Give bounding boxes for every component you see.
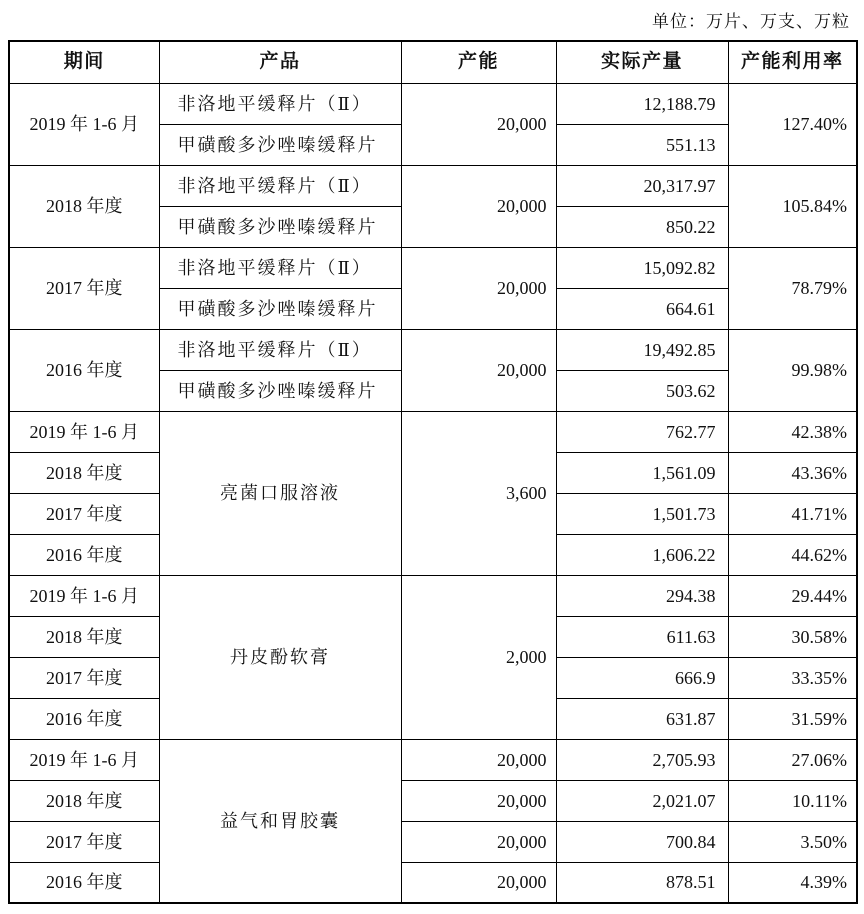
table-row (9, 780, 857, 821)
output-cell: 12,188.79 (556, 83, 728, 124)
capacity-cell: 20,000 (401, 862, 556, 903)
utilization-cell: 42.38% (728, 411, 857, 452)
output-cell: 20,317.97 (556, 165, 728, 206)
header-utilization: 产能利用率 (728, 41, 857, 83)
period-cell: 2018 年度 (9, 780, 159, 821)
output-cell: 551.13 (556, 124, 728, 165)
capacity-utilization-table (8, 40, 858, 904)
product-cell: 非洛地平缓释片（Ⅱ） (159, 247, 401, 288)
period-cell: 2016 年度 (9, 698, 159, 739)
table-row (9, 165, 857, 206)
output-cell: 664.61 (556, 288, 728, 329)
period-cell: 2017 年度 (9, 247, 159, 329)
table-row (9, 739, 857, 780)
table-row (9, 821, 857, 862)
product-cell: 甲磺酸多沙唑嗪缓释片 (159, 288, 401, 329)
capacity-cell: 20,000 (401, 247, 556, 329)
output-cell: 666.9 (556, 657, 728, 698)
unit-label: 单位：万片、万支、万粒 (652, 12, 850, 31)
period-cell: 2017 年度 (9, 493, 159, 534)
capacity-cell: 20,000 (401, 329, 556, 411)
period-cell: 2017 年度 (9, 657, 159, 698)
output-cell: 762.77 (556, 411, 728, 452)
product-cell: 非洛地平缓释片（Ⅱ） (159, 165, 401, 206)
output-cell: 1,606.22 (556, 534, 728, 575)
product-cell: 甲磺酸多沙唑嗪缓释片 (159, 370, 401, 411)
output-cell: 15,092.82 (556, 247, 728, 288)
period-cell: 2018 年度 (9, 165, 159, 247)
output-cell: 2,021.07 (556, 780, 728, 821)
header-capacity: 产能 (401, 41, 556, 83)
capacity-cell: 2,000 (401, 575, 556, 739)
header-row (9, 41, 857, 83)
product-cell: 非洛地平缓释片（Ⅱ） (159, 329, 401, 370)
utilization-cell: 78.79% (728, 247, 857, 329)
table-row (9, 411, 857, 452)
capacity-cell: 20,000 (401, 739, 556, 780)
output-cell: 294.38 (556, 575, 728, 616)
table-row (9, 329, 857, 370)
output-cell: 700.84 (556, 821, 728, 862)
period-cell: 2016 年度 (9, 534, 159, 575)
output-cell: 611.63 (556, 616, 728, 657)
period-cell: 2016 年度 (9, 329, 159, 411)
output-cell: 19,492.85 (556, 329, 728, 370)
capacity-cell: 20,000 (401, 780, 556, 821)
utilization-cell: 27.06% (728, 739, 857, 780)
utilization-cell: 10.11% (728, 780, 857, 821)
period-cell: 2018 年度 (9, 452, 159, 493)
utilization-cell: 3.50% (728, 821, 857, 862)
header-product: 产品 (159, 41, 401, 83)
output-cell: 2,705.93 (556, 739, 728, 780)
header-period: 期间 (9, 41, 159, 83)
utilization-cell: 4.39% (728, 862, 857, 903)
utilization-cell: 127.40% (728, 83, 857, 165)
period-cell: 2019 年 1-6 月 (9, 411, 159, 452)
product-cell: 丹皮酚软膏 (159, 575, 401, 739)
output-cell: 878.51 (556, 862, 728, 903)
period-cell: 2019 年 1-6 月 (9, 575, 159, 616)
utilization-cell: 30.58% (728, 616, 857, 657)
utilization-cell: 41.71% (728, 493, 857, 534)
utilization-cell: 29.44% (728, 575, 857, 616)
utilization-cell: 33.35% (728, 657, 857, 698)
period-cell: 2019 年 1-6 月 (9, 83, 159, 165)
period-cell: 2016 年度 (9, 862, 159, 903)
output-cell: 1,501.73 (556, 493, 728, 534)
period-cell: 2018 年度 (9, 616, 159, 657)
utilization-cell: 31.59% (728, 698, 857, 739)
utilization-cell: 99.98% (728, 329, 857, 411)
capacity-cell: 20,000 (401, 821, 556, 862)
output-cell: 850.22 (556, 206, 728, 247)
utilization-cell: 105.84% (728, 165, 857, 247)
capacity-cell: 20,000 (401, 165, 556, 247)
header-output: 实际产量 (556, 41, 728, 83)
product-cell: 亮菌口服溶液 (159, 411, 401, 575)
utilization-cell: 43.36% (728, 452, 857, 493)
product-cell: 益气和胃胶囊 (159, 739, 401, 903)
capacity-cell: 20,000 (401, 83, 556, 165)
product-cell: 非洛地平缓释片（Ⅱ） (159, 83, 401, 124)
table-row (9, 83, 857, 124)
table-row (9, 575, 857, 616)
output-cell: 503.62 (556, 370, 728, 411)
output-cell: 631.87 (556, 698, 728, 739)
table-row (9, 862, 857, 903)
product-cell: 甲磺酸多沙唑嗪缓释片 (159, 206, 401, 247)
output-cell: 1,561.09 (556, 452, 728, 493)
product-cell: 甲磺酸多沙唑嗪缓释片 (159, 124, 401, 165)
capacity-cell: 3,600 (401, 411, 556, 575)
period-cell: 2017 年度 (9, 821, 159, 862)
utilization-cell: 44.62% (728, 534, 857, 575)
period-cell: 2019 年 1-6 月 (9, 739, 159, 780)
table-row (9, 247, 857, 288)
